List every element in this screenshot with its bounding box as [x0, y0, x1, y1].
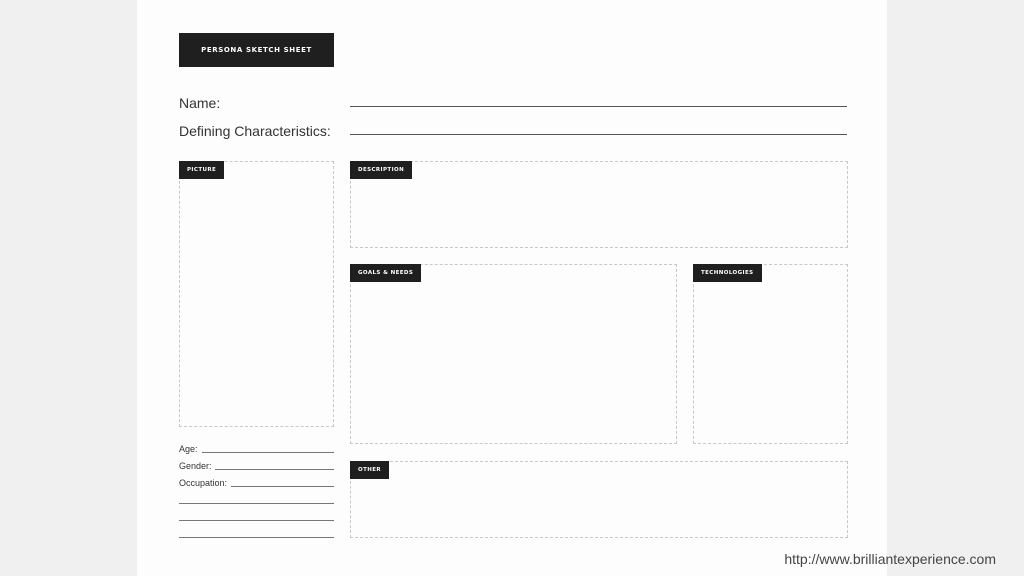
other-box[interactable]	[350, 461, 848, 538]
description-box[interactable]	[350, 161, 848, 248]
gender-label: Gender:	[179, 461, 212, 471]
picture-box[interactable]	[179, 161, 334, 427]
sheet-title: PERSONA SKETCH SHEET	[179, 33, 334, 67]
gender-line[interactable]	[215, 469, 334, 470]
blank-line[interactable]	[179, 520, 334, 521]
source-url: http://www.brilliantexperience.com	[784, 551, 996, 567]
technologies-box[interactable]	[693, 264, 848, 444]
technologies-tag: TECHNOLOGIES	[693, 264, 762, 282]
characteristics-line[interactable]	[350, 134, 847, 135]
characteristics-label: Defining Characteristics:	[179, 123, 331, 139]
goals-needs-box[interactable]	[350, 264, 677, 444]
occupation-line[interactable]	[231, 486, 334, 487]
name-line[interactable]	[350, 106, 847, 107]
picture-tag: PICTURE	[179, 161, 224, 179]
name-label: Name:	[179, 95, 221, 111]
description-tag: DESCRIPTION	[350, 161, 412, 179]
goals-needs-tag: GOALS & NEEDS	[350, 264, 421, 282]
blank-line[interactable]	[179, 503, 334, 504]
occupation-label: Occupation:	[179, 478, 228, 488]
age-line[interactable]	[202, 452, 334, 453]
other-tag: OTHER	[350, 461, 389, 479]
age-label: Age:	[179, 444, 198, 454]
blank-line[interactable]	[179, 537, 334, 538]
